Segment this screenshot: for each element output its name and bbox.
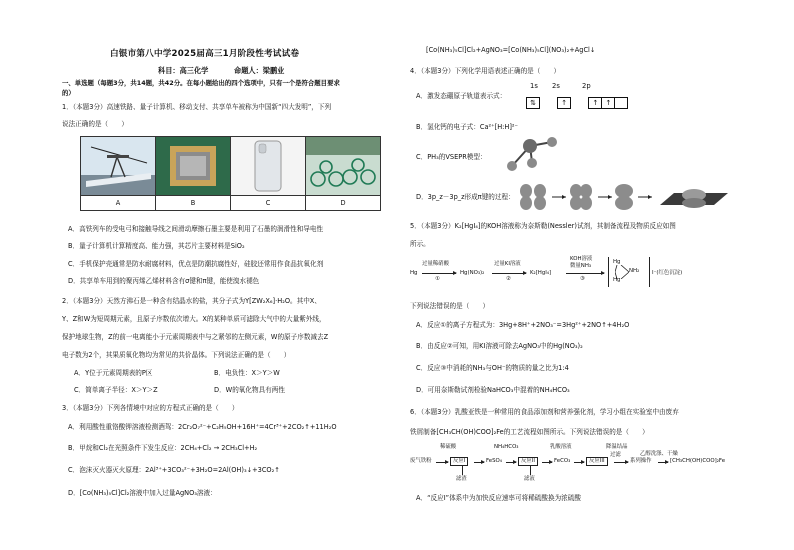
q1-option-d: D．共享单车用到的聚丙烯乙烯材料含有σ键和π键，能使溴水褪色 [68,277,260,285]
q5-flow-n3: ③ [580,276,585,282]
q6-waste-line-1 [462,465,463,475]
q6-flow-arrow-6 [614,462,628,463]
q5-product-hg-bottom: Hg [613,277,621,283]
q6-waste-line-2 [530,465,531,475]
q5-flow-p2: K₂[HgI₄] [530,270,552,276]
q6-flow-diagram [410,444,740,494]
q6-flow-start: 废气铁粉 [410,458,432,464]
orbital-label-1s: 1s [530,82,538,90]
q3-option-d-equation: [Co(NH₃)₅Cl]Cl₂+AgNO₃=[Co(NH₃)₅Cl](NO₃)₂+AgCl↓ [426,46,596,54]
q5-option-b: B．由反应②可知，用KI溶液可除去AgNO₃中的Hg(NO₃)₂ [416,342,583,350]
q6-box-2: 反应II [518,457,538,466]
q2-stem: 2．（本题3分）天然方沸石是一种含有结晶水的盐，其分子式为Y[ZW₂X₆]·H₂O。其中X、 [62,297,321,305]
q5-product-ring [615,265,629,279]
q5-question: 下列说法错误的是（ ） [410,302,490,310]
bikes-image [306,137,380,195]
q5-flow-product-note: I⁻(红色沉淀) [652,270,683,276]
orbital-box: ↑ [601,97,615,109]
orbital-label-2s: 2s [552,82,560,90]
q4-option-d: D．3p_z－3p_z形成π键的过程： [416,193,515,201]
q5-flow-start: Hg [410,270,418,276]
q6-option-a: A．“反应I”体系中为加快反应速率可将稀硫酸换为浓硫酸 [416,494,581,502]
q2-stem-2: Y、Z和W为短周期元素，且原子序数依次增大。X的某种单质可滤除大气中的大量紫外线， [62,315,326,323]
q5-option-d: D．可用奈斯勒试剂检验NaHCO₃中混着的NH₄HCO₃ [416,386,570,394]
q5-flow-arrow-1 [422,273,456,274]
q6-flow-arrow-5 [574,462,584,463]
q5-product-hg-top: Hg [613,259,621,265]
q5-flow-arrow-2 [492,273,526,274]
q1-label-b: B [156,196,231,211]
q1-label-d: D [306,196,381,211]
q4-option-b: B．氢化钙的电子式：Ca²⁺[H:H]²⁻ [416,123,519,131]
q5-stem-2: 所示。 [410,240,430,248]
pantograph-image [81,137,155,195]
q1-option-a: A．高铁列车的受电弓和接触导线之间滑动摩擦石墨主要是利用了石墨的润滑性和导电性 [68,225,324,233]
q5-flow-diagram [410,254,740,294]
orbital-box: ↑ [557,97,571,109]
q6-reagent-1: 稀硫酸 [440,444,457,450]
q3-option-d: D．[Co(NH₃)₅Cl]Cl₂溶液中加入过量AgNO₃溶液： [68,489,217,497]
q6-flow-mid2: FeCO₃ [554,458,571,464]
q6-flow-arrow-3 [506,462,516,463]
orbital-box: ↑ [588,97,602,109]
q5-flow-step1: 过量稀硝酸 [422,261,449,267]
q6-stem-2: 铁屑制备[CH₃CH(OH)COO]₂Fe的工艺流程如图所示。下列说法错误的是（ ） [410,428,649,436]
q2-option-a: A．Y位于元素周期表的P区 [74,369,153,377]
q4-option-c: C．PH₃的VSEPR模型： [416,153,487,161]
q1-image-d [306,137,381,196]
q1-image-a [81,137,156,196]
q5-flow-n2: ② [506,276,511,282]
q1-option-c: C．手机保护壳通常是防水耐腐材料，优点是防潮抗腐性好，硅胶还常用作食品抗氧化剂 [68,260,324,268]
q5-option-a: A．反应①的离子方程式为：3Hg+8H⁺+2NO₃⁻=3Hg²⁺+2NO↑+4H₂O [416,321,630,329]
subject-line: 科目：高三化学 [158,66,209,75]
q6-reagent-5: 过滤 [610,452,621,458]
q2-stem-4: 电子数为2个，其果质氧化物均为常见的共价晶体。下列说法正确的是（ ） [62,351,291,359]
q6-waste-2: 滤液 [524,476,535,482]
q3-option-a: A．利用酸性重铬酸钾溶液检测酒驾：2Cr₂O₇²⁻+C₂H₅OH+16H⁺=4Cr³⁺+2CO₂↑+11H₂O [68,423,337,431]
q2-option-b: B．电负性：X＞Y＞W [214,369,280,377]
q3-option-c: C．泡沫灭火器灭火原理：2Al³⁺+3CO₃²⁻+3H₂O=2Al(OH)₃↓+3CO₂↑ [68,466,280,474]
q1-image-b [156,137,231,196]
orbital-boxes [526,92,627,111]
q5-flow-step3b: 微量NH₃ [570,263,592,269]
q4-option-a: A．激发态硼原子轨道表示式： [416,92,507,100]
q5-product-nh2: NH₂ [629,268,640,274]
section-heading-2: 的） [62,89,75,97]
q5-stem: 5．（本题3分）K₂[HgI₄]的KOH溶液称为奈斯勒(Nessler)试剂，其制备流程及物质反应如图 [410,222,676,230]
q5-flow-step2: 过量KI溶液 [494,261,521,267]
q6-flow-arrow-7 [658,462,668,463]
orbital-box: ⇅ [526,97,540,109]
orbital-label-2p: 2p [582,82,591,90]
q1-stem-2: 说法正确的是（ ） [62,120,128,128]
q6-reagent-2: NH₄HCO₃ [494,444,519,450]
q6-reagent-3: 乳酸溶液 [550,444,572,450]
q1-label-a: A [81,196,156,211]
q1-image-table [80,136,381,211]
q6-reagent-4: 降温结晶 [606,444,628,450]
exam-title: 白银市第八中学2025届高三1月阶段性考试试卷 [110,49,300,59]
q5-flow-n1: ① [435,276,440,282]
q5-product-bracket [608,257,650,287]
q6-flow-s1: 系列操作 [630,458,652,464]
left-column [62,0,400,550]
q6-stem: 6．（本题3分）乳酸亚铁是一种常用的食品添加剂和营养强化剂，学习小组在实验室中由废弃 [410,408,679,416]
q2-option-d: D．W的氧化物具有两性 [214,386,285,394]
q6-flow-arrow-4 [542,462,552,463]
q1-stem: 1．（本题3分）高速铁路、量子计算机、移动支付、共享单车被称为中国新“四大发明”，下列 [62,103,332,111]
orbital-box [614,97,628,109]
right-column [410,0,740,550]
q6-waste-1: 滤渣 [456,476,467,482]
q5-flow-p1: Hg(NO₃)₂ [460,270,485,276]
chip-image [156,137,230,195]
q6-flow-arrow-2 [474,462,484,463]
q6-flow-arrow-1 [436,462,448,463]
q1-option-b: B．量子计算机计算精度高、能力强，其芯片主要材料是SiO₂ [68,242,245,250]
q6-flow-mid: FeSO₄ [486,458,502,464]
q2-option-c: C．简单离子半径：X＞Y＞Z [74,386,158,394]
q6-box-1: 反应I [450,457,468,466]
section-heading: 一、单选题（每题3分，共14题，共42分。在每小题给出的四个选项中，只有一个是符合题目要求 [62,79,340,87]
vsepr-model-image [502,132,562,172]
q5-flow-step3a: KOH溶液 [570,256,593,262]
q3-stem: 3．（本题3分）下列各情境中对应的方程式正确的是（ ） [62,404,239,412]
phone-case-image [231,137,305,195]
q1-image-c [231,137,306,196]
q3-option-b: B．甲烷和Cl₂在光照条件下发生反应：2CH₄+Cl₂ → 2CH₃Cl+H₂ [68,444,258,452]
q6-flow-end: [CH₃CH(OH)COO]₂Fe [670,458,726,464]
author-line: 命题人：梁鹏业 [234,66,285,75]
q6-box-3: 反应III [586,457,608,466]
q2-stem-3: 保护地球生物，Z的前一电离能小于元素周期表中与之紧邻的左侧元素，W的原子序数减去Z [62,333,329,341]
pi-bond-process-image [514,183,732,211]
q6-flow-s2: 乙醇洗涤、干燥 [640,451,678,457]
q5-option-c: C．反应③中消耗的NH₃与OH⁻的物质的量之比为1:4 [416,364,569,372]
q1-label-c: C [231,196,306,211]
q4-stem: 4．（本题3分）下列化学用语表述正确的是（ ） [410,67,561,75]
q5-flow-arrow-3 [566,273,604,274]
